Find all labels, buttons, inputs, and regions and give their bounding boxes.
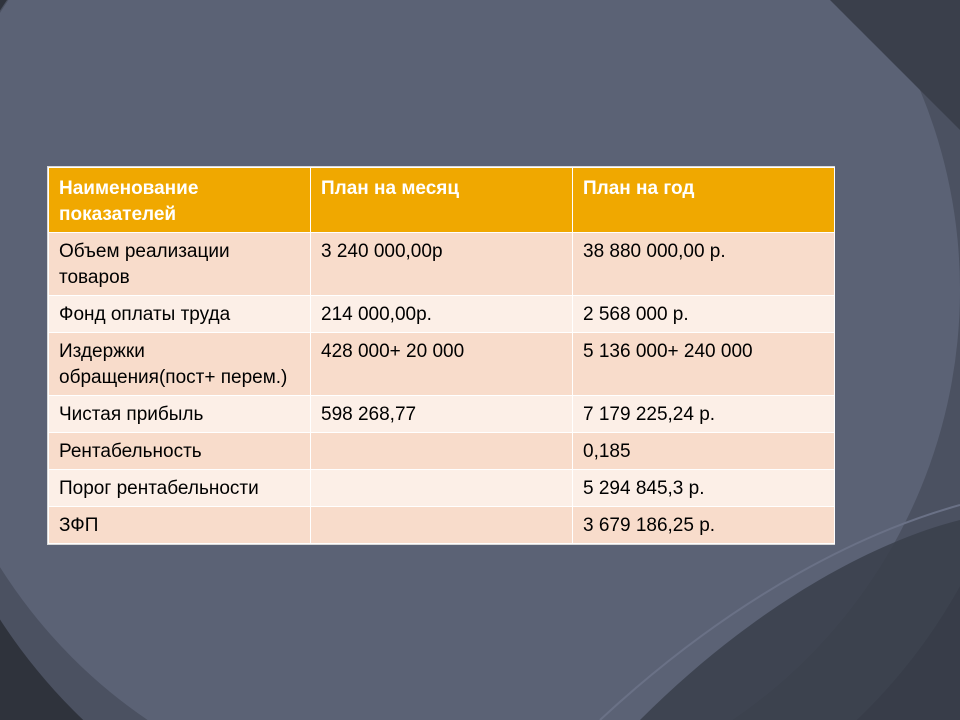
cell-indicator: Рентабельность [49, 433, 311, 470]
cell-plan-year: 7 179 225,24 р. [573, 396, 835, 433]
cell-indicator: Фонд оплаты труда [49, 296, 311, 333]
cell-plan-month: 3 240 000,00р [311, 233, 573, 296]
table-row [49, 396, 835, 433]
table-row [49, 507, 835, 544]
cell-plan-year: 38 880 000,00 р. [573, 233, 835, 296]
cell-plan-year: 5 294 845,3 р. [573, 470, 835, 507]
cell-plan-month: 598 268,77 [311, 396, 573, 433]
table-row [49, 333, 835, 396]
table-row [49, 296, 835, 333]
cell-plan-year: 5 136 000+ 240 000 [573, 333, 835, 396]
cell-indicator: ЗФП [49, 507, 311, 544]
table-row [49, 433, 835, 470]
indicators-table [47, 166, 835, 545]
header-indicator-name: Наименование показателей [49, 168, 311, 233]
cell-plan-month: 214 000,00р. [311, 296, 573, 333]
header-plan-year: План на год [573, 168, 835, 233]
cell-plan-month [311, 470, 573, 507]
header-plan-month: План на месяц [311, 168, 573, 233]
cell-indicator: Объем реализации товаров [49, 233, 311, 296]
cell-plan-year: 3 679 186,25 р. [573, 507, 835, 544]
table-header-row [49, 168, 835, 233]
cell-indicator: Издержки обращения(пост+ перем.) [49, 333, 311, 396]
cell-plan-month [311, 507, 573, 544]
cell-plan-month [311, 433, 573, 470]
cell-plan-year: 2 568 000 р. [573, 296, 835, 333]
table-row [49, 233, 835, 296]
cell-indicator: Порог рентабельности [49, 470, 311, 507]
cell-plan-month: 428 000+ 20 000 [311, 333, 573, 396]
cell-plan-year: 0,185 [573, 433, 835, 470]
table-row [49, 470, 835, 507]
cell-indicator: Чистая прибыль [49, 396, 311, 433]
